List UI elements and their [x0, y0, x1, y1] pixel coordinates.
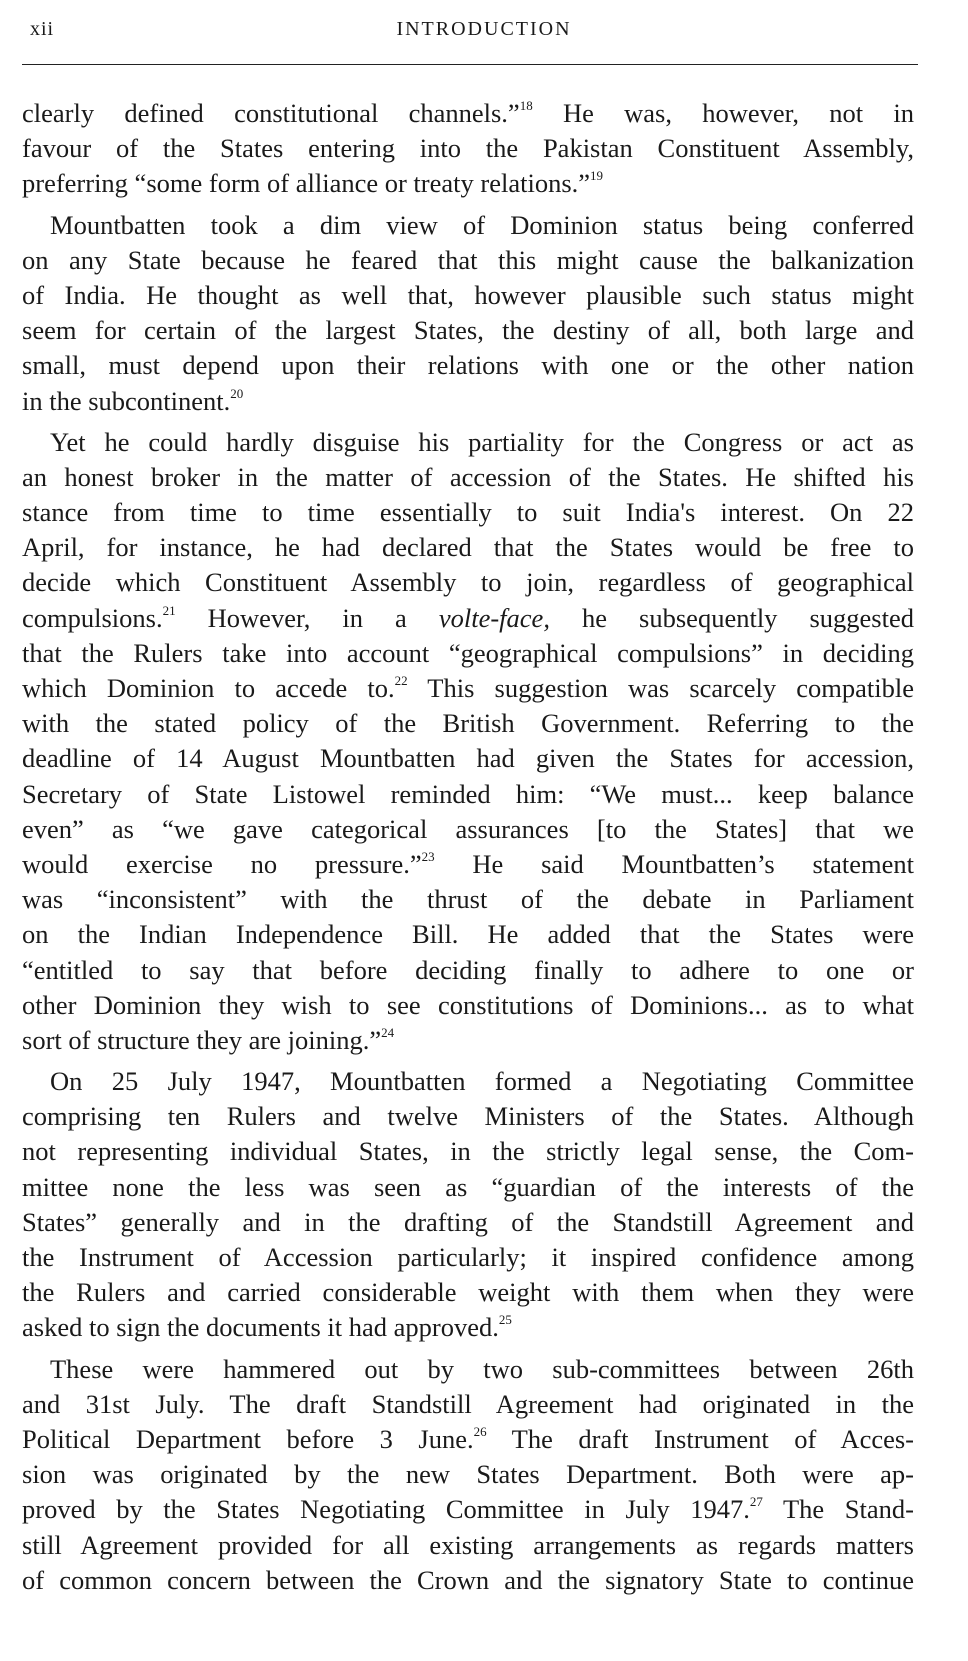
text-run: Secretary of State Listowel reminded him: “We must... keep balance: [22, 778, 914, 809]
text-line: [22, 671, 914, 706]
text-run: sort of structure they are joining.”: [22, 1024, 382, 1055]
text-run: States” generally and in the drafting of the Standstill Agreement and: [22, 1206, 914, 1237]
text-run: The draft Instrument of Acces-: [486, 1423, 914, 1454]
text-run: favour of the States entering into the Pakistan Constituent Assembly,: [22, 133, 914, 164]
footnote-reference: 22: [394, 673, 408, 688]
text-run: small, must depend upon their relations with one or the other nation: [22, 350, 914, 381]
text-run: in the subcontinent.: [22, 385, 231, 416]
paragraph: [22, 1064, 914, 1346]
text-run: which Dominion to accede to.: [22, 673, 395, 703]
footnote-reference: 21: [162, 602, 176, 618]
italic-term: volte-face,: [438, 602, 550, 633]
text-line: [22, 953, 914, 988]
text-line: [22, 96, 914, 131]
text-line: [22, 917, 914, 952]
text-run: of India. He thought as well that, however plausible such status might: [22, 279, 914, 310]
text-line: [22, 1563, 914, 1598]
text-line: [22, 313, 914, 348]
footnote-reference: 25: [498, 1312, 512, 1328]
footnote-reference: 18: [519, 98, 533, 113]
running-head: [30, 18, 938, 48]
text-run: he subsequently suggested: [549, 602, 914, 633]
text-run: On 25 July 1947, Mountbatten formed a Negotiating Committee: [50, 1066, 914, 1097]
text-line: [22, 1492, 914, 1527]
text-line: [22, 208, 914, 243]
header-rule: [22, 64, 918, 65]
text-line: [22, 565, 914, 600]
text-run: not representing individual States, in the strictly legal sense, the Com-: [22, 1136, 914, 1167]
text-line: [22, 1099, 914, 1134]
text-line: [22, 1457, 914, 1492]
text-run: Mountbatten took a dim view of Dominion status being conferred: [50, 209, 914, 240]
text-line: [22, 1275, 914, 1310]
text-run: Yet he could hardly disguise his partiality for the Congress or act as: [50, 426, 914, 457]
text-run: compulsions.: [22, 602, 163, 633]
text-run: sion was originated by the new States Department. Both were ap-: [22, 1459, 914, 1490]
footnote-reference: 23: [421, 848, 435, 864]
text-line: [22, 1422, 914, 1457]
text-run: clearly defined constitutional channels.”: [22, 98, 520, 128]
page-number: xii: [30, 18, 55, 40]
text-run: “entitled to say that before deciding finally to adhere to one or: [22, 954, 914, 985]
text-run: other Dominion they wish to see constitutions of Dominions... as to what: [22, 989, 914, 1020]
footnote-reference: 19: [590, 168, 604, 184]
text-line: [22, 1134, 914, 1169]
chapter-title: INTRODUCTION: [396, 18, 572, 40]
text-line: [22, 1170, 914, 1205]
text-line: [22, 601, 914, 636]
text-line: [22, 1352, 914, 1387]
text-run: stance from time to time essentially to suit India's interest. On 22: [22, 497, 914, 528]
text-run: deadline of 14 August Mountbatten had given the States for accession,: [22, 743, 914, 774]
text-run: April, for instance, he had declared that the States would be free to: [22, 532, 914, 563]
body-text: [22, 96, 914, 1598]
text-run: on the Indian Independence Bill. He added that the States were: [22, 919, 914, 950]
text-line: [22, 847, 914, 882]
text-run: comprising ten Rulers and twelve Ministers of the States. Although: [22, 1101, 914, 1132]
text-line: [22, 1240, 914, 1275]
text-line: [22, 1387, 914, 1422]
text-run: seem for certain of the largest States, the destiny of all, both large and: [22, 315, 914, 346]
text-line: [22, 812, 914, 847]
text-line: [22, 243, 914, 278]
text-run: asked to sign the documents it had approved.: [22, 1312, 499, 1343]
text-line: [22, 278, 914, 313]
text-line: [22, 348, 914, 383]
paragraph: [22, 208, 914, 419]
text-run: on any State because he feared that this might cause the balkanization: [22, 244, 914, 275]
text-run: decide which Constituent Assembly to join, regardless of geographical: [22, 567, 914, 598]
text-run: preferring “some form of alliance or treaty relations.”: [22, 168, 591, 199]
text-run: even” as “we gave categorical assurances [to the States] that we: [22, 813, 914, 844]
text-line: [22, 131, 914, 166]
footnote-reference: 27: [749, 1494, 763, 1510]
text-line: [22, 706, 914, 741]
text-line: [22, 425, 914, 460]
text-line: [22, 1064, 914, 1099]
text-line: [22, 741, 914, 776]
text-line: [22, 530, 914, 565]
paragraph: [22, 425, 914, 1058]
text-run: the Rulers and carried considerable weight with them when they were: [22, 1277, 914, 1308]
text-line: [22, 636, 914, 671]
text-line: [22, 1310, 914, 1345]
text-line: [22, 460, 914, 495]
text-run: mittee none the less was seen as “guardian of the interests of the: [22, 1171, 914, 1202]
text-line: [22, 1528, 914, 1563]
text-run: still Agreement provided for all existing arrangements as regards matters: [22, 1529, 914, 1560]
footnote-reference: 26: [473, 1423, 487, 1439]
text-line: [22, 777, 914, 812]
text-run: of common concern between the Crown and the signatory State to continue: [22, 1564, 914, 1595]
text-run: an honest broker in the matter of accession of the States. He shifted his: [22, 461, 914, 492]
footnote-reference: 24: [381, 1024, 395, 1040]
text-line: [22, 988, 914, 1023]
text-run: with the stated policy of the British Government. Referring to the: [22, 708, 914, 739]
text-run: would exercise no pressure.”: [22, 848, 422, 879]
text-line: [22, 166, 914, 201]
footnote-reference: 20: [230, 385, 244, 401]
text-run: Political Department before 3 June.: [22, 1423, 474, 1454]
text-line: [22, 384, 914, 419]
text-run: was “inconsistent” with the thrust of the debate in Parliament: [22, 884, 914, 915]
text-run: the Instrument of Accession particularly; it inspired confidence among: [22, 1242, 914, 1272]
text-line: [22, 1205, 914, 1240]
text-run: He was, however, not in: [532, 98, 914, 128]
text-run: These were hammered out by two sub-committees between 26th: [50, 1353, 914, 1384]
paragraph: [22, 1352, 914, 1598]
text-run: However, in a: [175, 602, 439, 633]
paragraph: [22, 96, 914, 202]
text-line: [22, 495, 914, 530]
text-run: that the Rulers take into account “geographical compulsions” in deciding: [22, 637, 914, 668]
text-line: [22, 1023, 914, 1058]
text-run: He said Mountbatten’s statement: [434, 848, 914, 879]
text-run: This suggestion was scarcely compatible: [407, 673, 914, 703]
text-line: [22, 882, 914, 917]
text-run: proved by the States Negotiating Committee in July 1947.: [22, 1494, 750, 1525]
text-run: and 31st July. The draft Standstill Agreement had originated in the: [22, 1388, 914, 1419]
text-run: The Stand-: [762, 1494, 914, 1525]
